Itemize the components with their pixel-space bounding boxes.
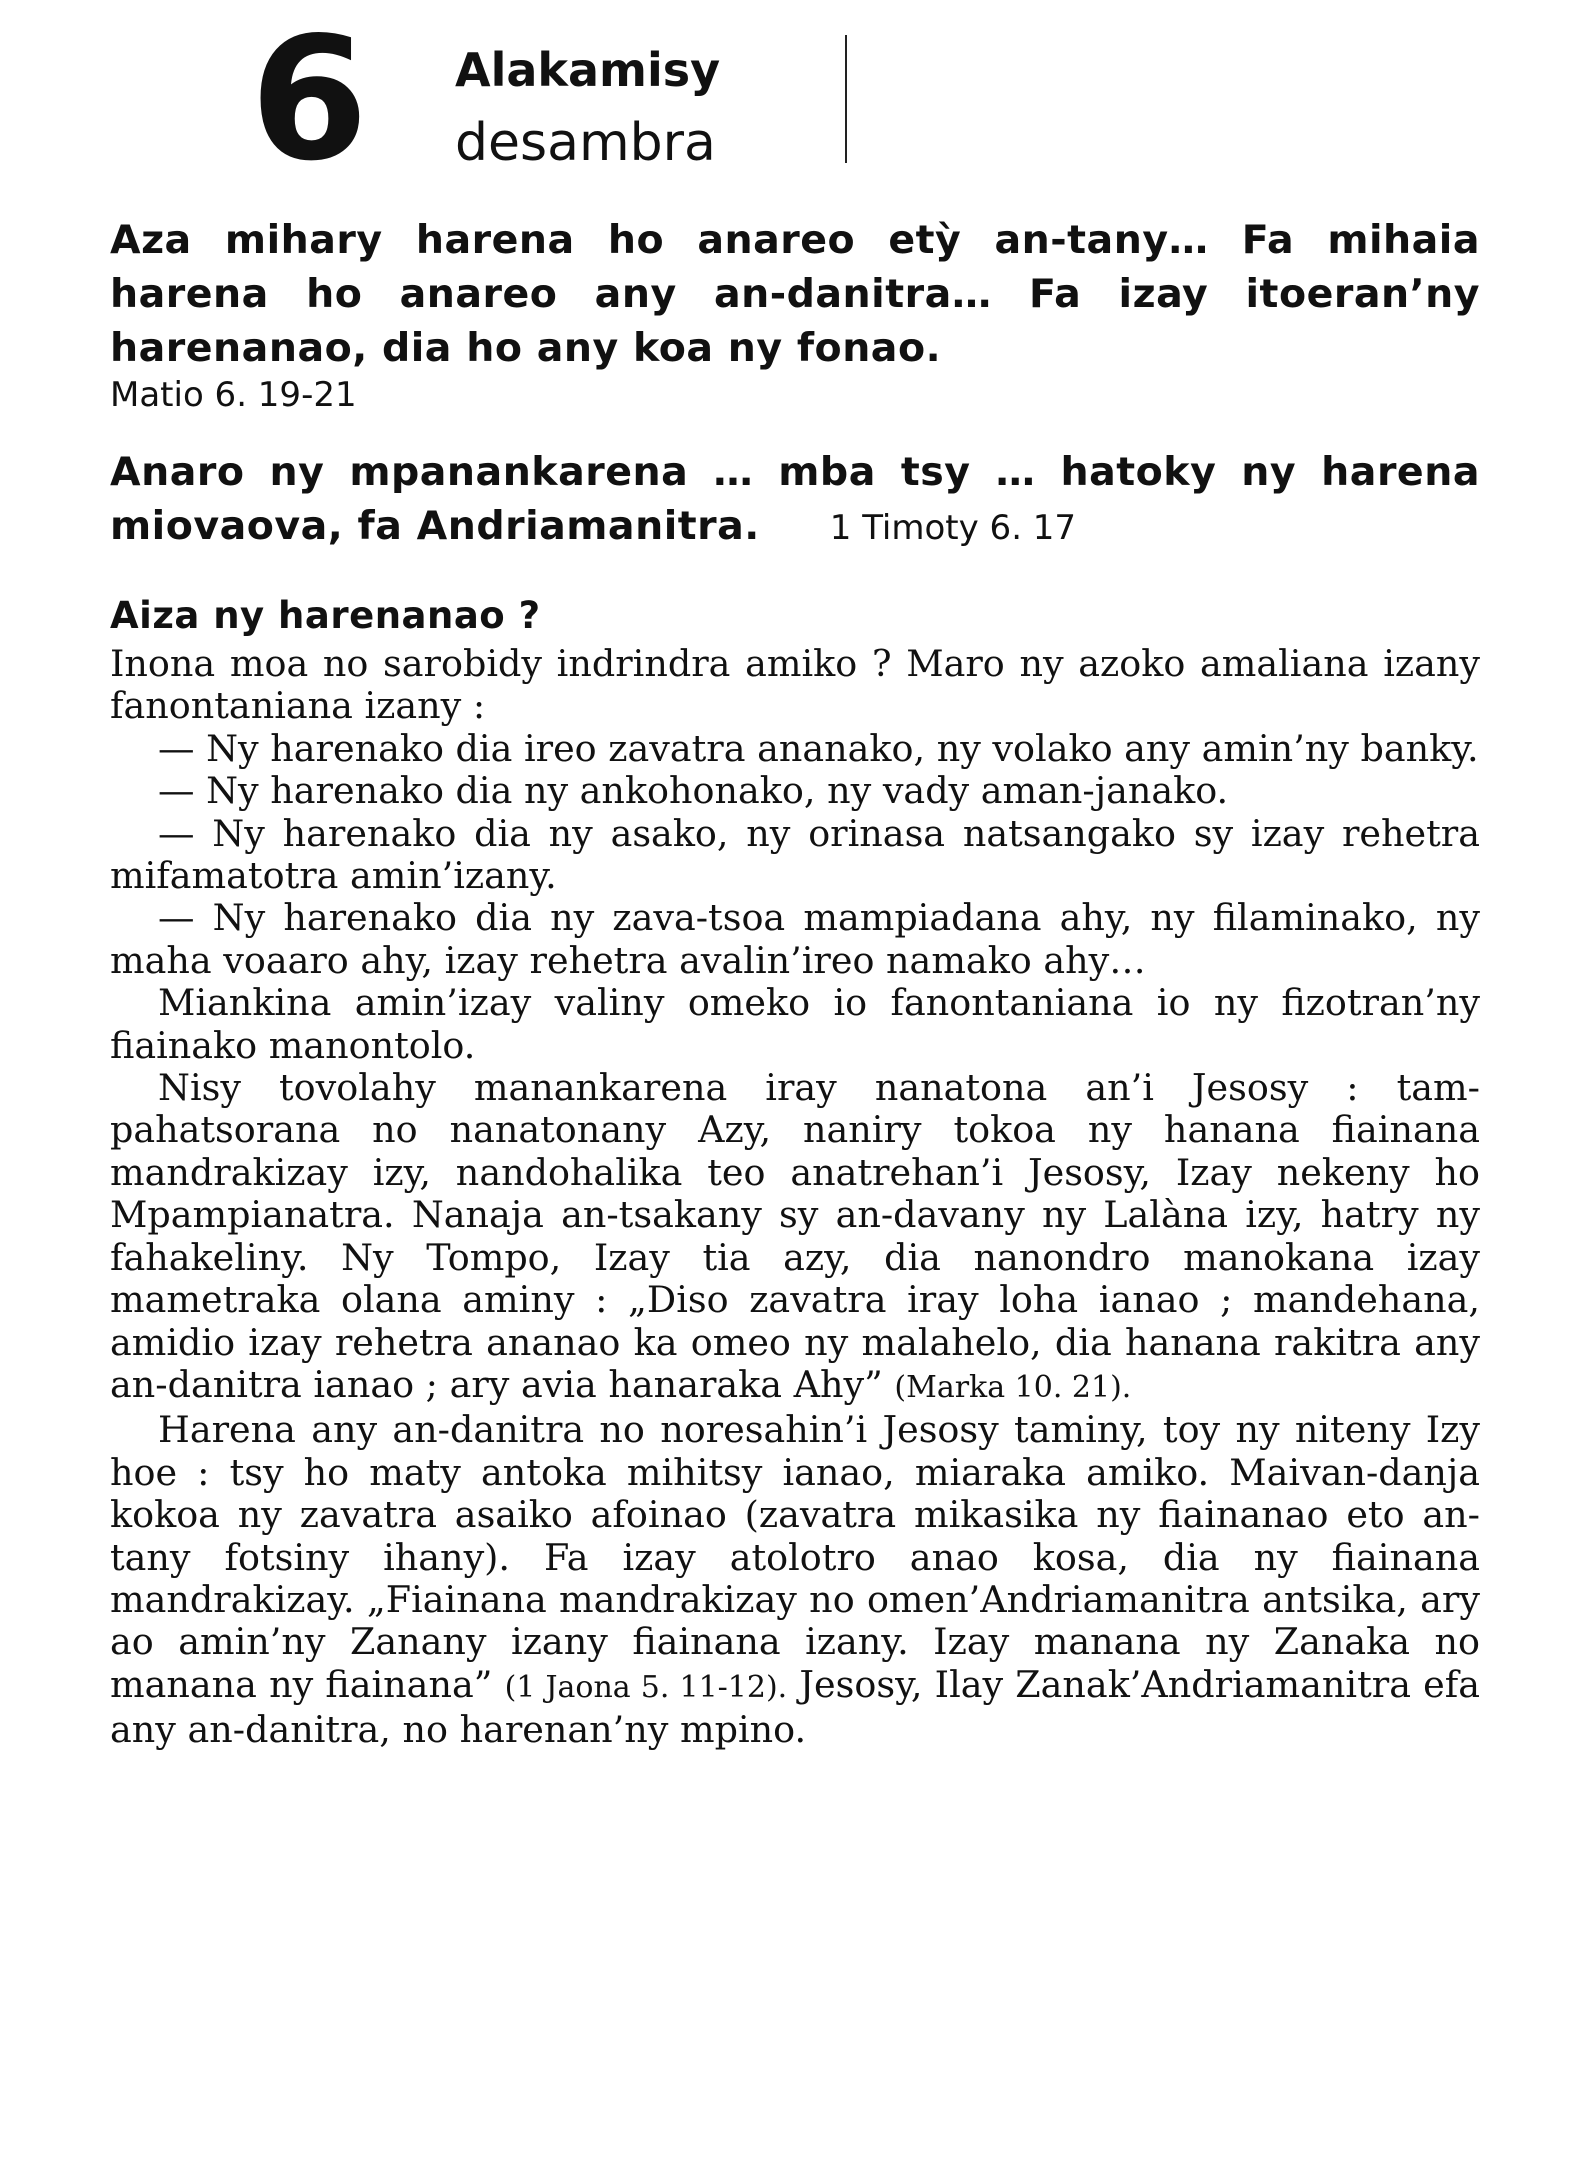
article-body <box>110 643 1480 1752</box>
verse-two-text: Anaro ny mpanankarena … mba tsy … hatoky ny harena miovaova, fa Andriamanitra. <box>110 449 1480 549</box>
date-header <box>110 1 1480 205</box>
article-title: Aiza ny harenanao ? <box>110 594 541 637</box>
weekday-label: Alakamisy <box>455 43 721 97</box>
paragraph-text: Nisy tovolahy manankarena iray nanatona an’i Jesosy : tam-pahatsorana no nanatonany Azy, naniry tokoa ny hanana fiainana mandrakizay izy, nandohalika teo anatrehan’i Jesosy, Izay nekeny ho Mpampianatra. Nanaja an-tsakany sy an-davany ny Lalàna izy, hatry ny fahakeliny. Ny Tompo, Izay tia azy, dia nanondro manokana izay mametraka olana aminy : „Diso zavatra iray loha ianao ; mandehana, amidio izay rehetra ananao ka omeo ny malahelo, dia hanana rakitra any an-danitra ianao ; ary avia hanaraka Ahy” <box>110 1066 1480 1406</box>
devotional-page <box>110 1 1481 1752</box>
answer-item: — Ny harenako dia ireo zavatra ananako, ny volako any amin’ny banky. <box>158 726 1479 770</box>
scripture-reference: (1 Jaona 5. 11-12). <box>504 1669 788 1705</box>
answer-item: — Ny harenako dia ny zava-tsoa mampiadana ahy, ny filaminako, ny maha voaaro ahy, izay rehetra avalin’ireo namako ahy… <box>110 896 1480 982</box>
scripture-reference: (Marka 10. 21). <box>894 1369 1132 1405</box>
header-divider <box>845 35 847 163</box>
month-label: desambra <box>455 113 716 173</box>
article-paragraph <box>110 1409 1480 1751</box>
article-intro: Inona moa no sarobidy indrindra amiko ? Maro ny azoko amaliana izany fanontaniana izany : <box>110 642 1480 728</box>
article-paragraph <box>110 1067 1480 1409</box>
paragraph-text: Jesosy, Ilay Zanak’Andriamanitra efa any an-danitra, no harenan’ny mpino. <box>110 1662 1481 1752</box>
verse-one <box>110 213 1480 415</box>
paragraph-text: Harena any an-danitra no noresahin’i Jesosy taminy, toy ny niteny Izy hoe : tsy ho maty antoka mihitsy ianao, miaraka amiko. Maivan-danja kokoa ny zavatra asaiko afoinao (zavatra mikasika ny fiainanao eto an-tany fotsiny ihany). Fa izay atolotro anao kosa, dia ny fiainana mandrakizay. „Fiainana mandrakizay no omen’Andriamanitra antsika, ary ao amin’ny Zanany izany fiainana izany. Izay manana ny Zanaka no manana ny fiainana” <box>110 1408 1480 1706</box>
verse-one-text: Aza mihary harena ho anareo etỳ an-tany… Fa mihaia harena ho anareo any an-danitra… Fa izay itoeran’ny harenanao, dia ho any koa ny fonao. <box>110 217 1480 371</box>
answer-item: — Ny harenako dia ny ankohonako, ny vady aman-janako. <box>158 769 1229 813</box>
verse-two <box>110 445 1480 553</box>
verse-one-reference: Matio 6. 19-21 <box>110 375 357 415</box>
article-paragraph: Miankina amin’izay valiny omeko io fanontaniana io ny fizotran’ny fiainako manontolo. <box>110 981 1480 1067</box>
answer-item: — Ny harenako dia ny asako, ny orinasa natsangako sy izay rehetra mifamatotra amin’izany. <box>110 811 1480 898</box>
verse-two-reference: 1 Timoty 6. 17 <box>829 508 1077 548</box>
day-number: 6 <box>250 1 365 199</box>
